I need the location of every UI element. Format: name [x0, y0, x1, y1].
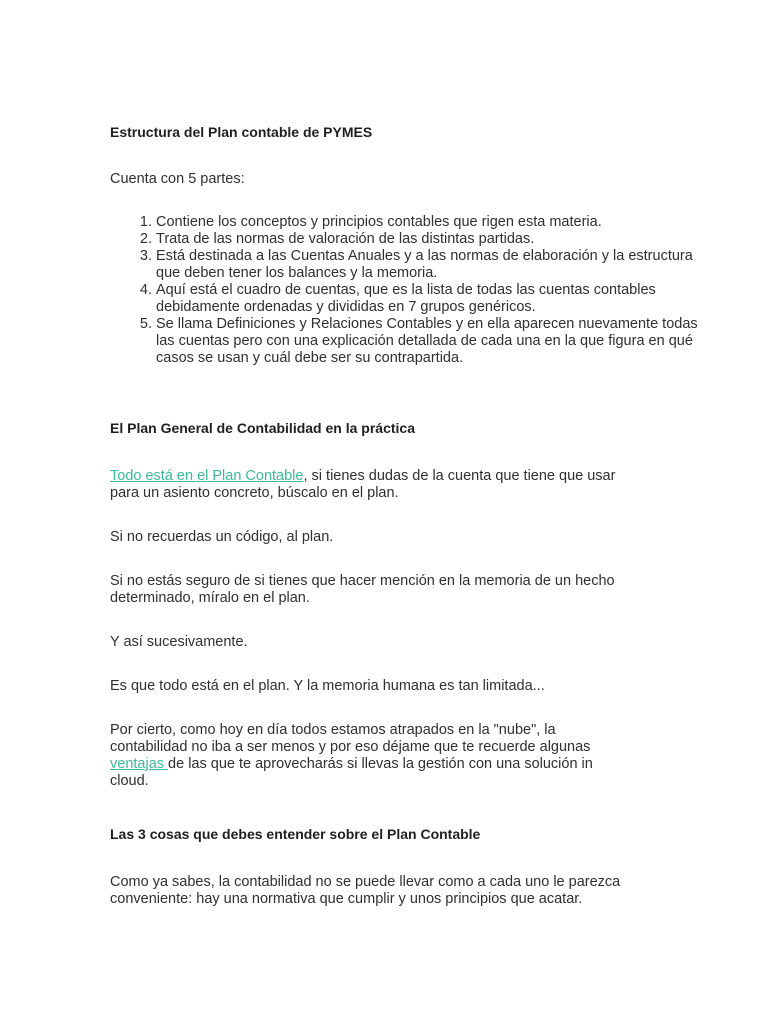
paragraph-memoria: Si no estás seguro de si tienes que hacer mención en la memoria de un hecho determinado, míralo en el plan. [110, 573, 615, 606]
parts-list [110, 214, 716, 367]
paragraph-nube [110, 722, 630, 790]
section-heading-three-things: Las 3 cosas que debes entender sobre el Plan Contable [110, 826, 481, 842]
list-item: 3. Está destinada a las Cuentas Anuales y a las normas de elaboración y la estructura que deben tener los balances y la memoria. [156, 248, 716, 282]
plan-contable-link[interactable]: Todo está en el Plan Contable [110, 468, 304, 484]
paragraph-text: Por cierto, como hoy en día todos estamos atrapados en la "nube", la contabilidad no iba a ser menos y por eso déjame que te recuerde algunas [110, 722, 591, 755]
list-item: 5. Se llama Definiciones y Relaciones Contables y en ella aparecen nuevamente todas las cuentas pero con una explicación detallada de cada una en la que figura en qué casos se usan y cuál debe ser su contrapartida. [156, 316, 716, 367]
list-item: 4. Aquí está el cuadro de cuentas, que es la lista de todas las cuentas contables debidamente ordenadas y divididas en 7 grupos genéricos. [156, 282, 716, 316]
list-item: 2. Trata de las normas de valoración de las distintas partidas. [156, 231, 716, 248]
paragraph-sucesivamente: Y así sucesivamente. [110, 634, 248, 650]
section-heading-structure: Estructura del Plan contable de PYMES [110, 124, 373, 140]
ventajas-link[interactable]: ventajas [110, 756, 169, 772]
paragraph-limitada: Es que todo está en el plan. Y la memoria humana es tan limitada... [110, 678, 545, 694]
paragraph-text: , si tienes dudas de la cuenta que tiene que usar para un asiento concreto, búscalo en el plan. [110, 468, 616, 501]
paragraph-plan-contable [110, 468, 630, 502]
intro-paragraph: Cuenta con 5 partes: [110, 171, 245, 187]
paragraph-text: de las que te aprovecharás si llevas la gestión con una solución in cloud. [110, 756, 593, 789]
paragraph-codigo: Si no recuerdas un código, al plan. [110, 529, 334, 545]
section-heading-practice: El Plan General de Contabilidad en la práctica [110, 420, 415, 436]
paragraph-normativa: Como ya sabes, la contabilidad no se puede llevar como a cada uno le parezca conveniente: hay una normativa que cumplir y unos principios que acatar. [110, 874, 621, 907]
list-item: 1. Contiene los conceptos y principios contables que rigen esta materia. [156, 214, 716, 231]
